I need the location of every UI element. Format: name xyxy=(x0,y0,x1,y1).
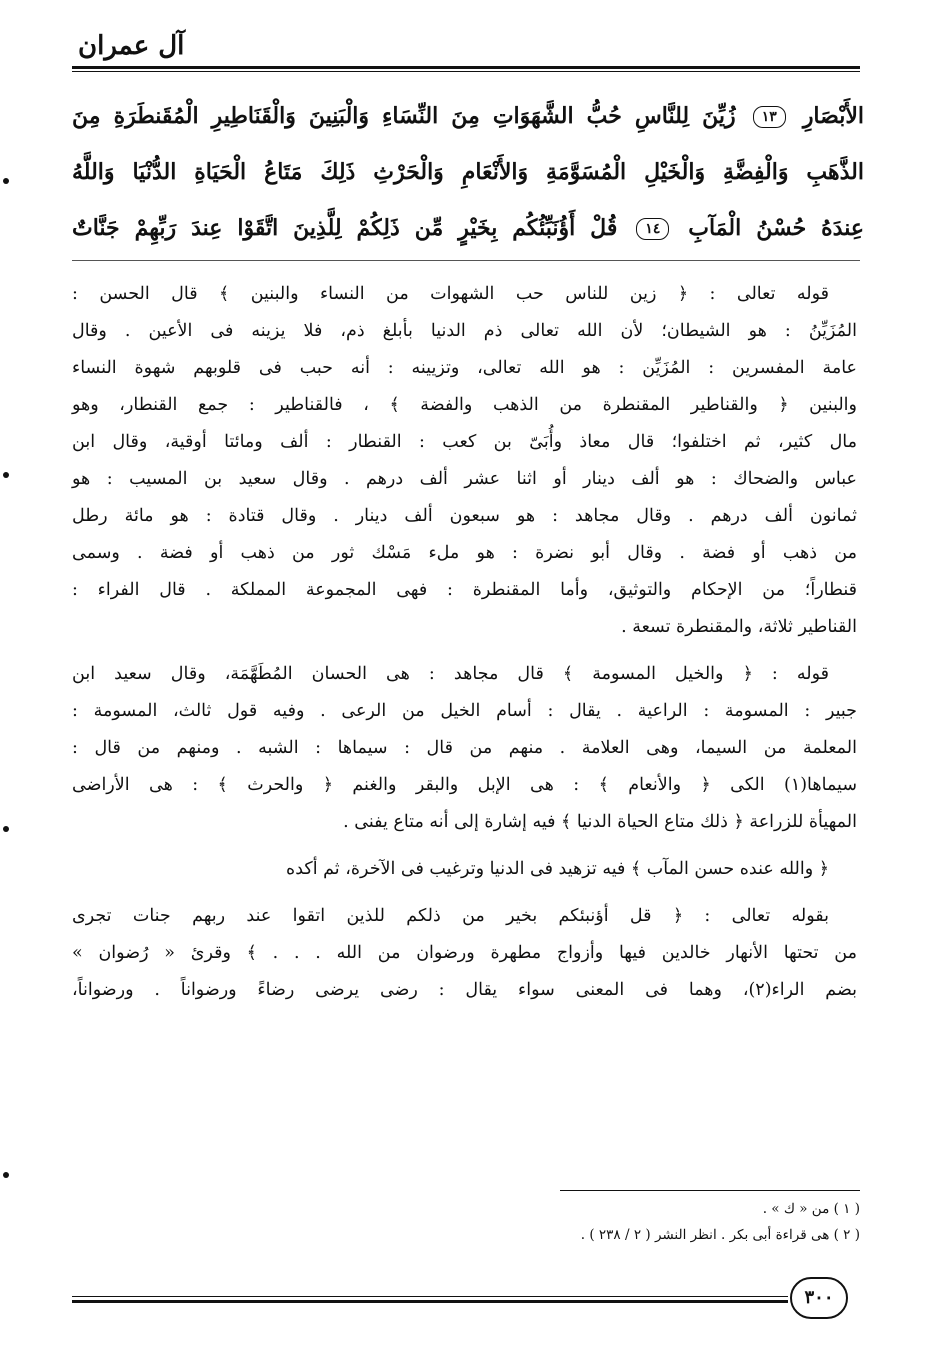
margin-dot xyxy=(3,178,9,184)
header-rule-thick xyxy=(72,66,860,69)
page-number: ٣٠٠ xyxy=(790,1277,848,1319)
text-line: عامة المفسرين : المُزَيِّن : هو الله تعالى، وتزيينه : أنه حبب فى قلوبهم شهوة النساء xyxy=(72,358,857,378)
text-line: القناطير ثلاثة، والمقنطرة تسعة . xyxy=(621,617,857,637)
verse-number-marker: ١٤ xyxy=(636,218,669,240)
text-line: المهيأة للزراعة ﴿ ذلك متاع الحياة الدنيا ﴾ فيه إشارة إلى أنه متاع يفنى . xyxy=(343,812,857,832)
text-line: جبير : المسومة : الراعية . يقال : أسام الخيل من الرعى . وفيه قول ثالث، المسومة : xyxy=(72,701,857,721)
text-line: سيماها(١) الكى ﴿ والأنعام ﴾ : هى الإبل والبقر والغنم ﴿ والحرث ﴾ : هى الأراضى xyxy=(72,775,857,795)
text-line: بقوله تعالى : ﴿ قل أؤنبئكم بخير من ذلكم للذين اتقوا عند ربهم جنات تجرى xyxy=(72,906,829,926)
quran-line xyxy=(72,88,864,144)
text-line: قوله : ﴿ والخيل المسومة ﴾ قال مجاهد : هى الحسان المُطَهَّمَة، وقال سعيد ابن xyxy=(72,664,829,684)
quran-separator-rule xyxy=(72,260,860,261)
text-line: من تحتها الأنهار خالدين فيها وأزواج مطهرة ورضوان من الله . . . ﴾ وقرئ « رُضوان » xyxy=(72,943,857,963)
text-line: ثمانون ألف درهم . وقال مجاهد : هو سبعون ألف دينار . وقال قتادة : هو مائة رطل xyxy=(72,506,857,526)
margin-dot xyxy=(3,472,9,478)
text-line: ﴿ والله عنده حسن المآب ﴾ فيه تزهيد فى الدنيا وترغيب فى الآخرة، ثم أكده xyxy=(286,859,829,879)
verse-number-marker: ١٣ xyxy=(753,106,786,128)
footnote: ( ٢ ) هى قراءة أبى بكر . انظر النشر ( ٢ / ٢٣٨ ) . xyxy=(580,1227,860,1243)
footnotes xyxy=(460,1196,860,1248)
text-line: المعلمة من السيما، وهى العلامة . منهم من قال : سيماها : الشبه . ومنهم من قال : xyxy=(72,738,857,758)
margin-dot xyxy=(3,826,9,832)
text-line: والبنين ﴿ والقناطير المقنطرة من الذهب والفضة ﴾ ، فالقناطير : جمع القنطار، وهو xyxy=(72,395,857,415)
quran-text: عِندَهُ حُسْنُ الْمَآبِ xyxy=(688,215,864,241)
margin-dot xyxy=(3,1172,9,1178)
text-line: عباس والضحاك : هو ألف دينار أو اثنا عشر ألف درهم . وقال سعيد بن المسيب : هو xyxy=(72,469,857,489)
text-line: قوله تعالى : ﴿ زين للناس حب الشهوات من النساء والبنين ﴾ قال الحسن : xyxy=(72,284,829,304)
paragraph xyxy=(72,656,857,841)
footer-rule-thin xyxy=(72,1296,788,1297)
quran-line xyxy=(72,200,864,256)
quran-verses xyxy=(72,88,864,256)
paragraph xyxy=(72,898,857,1009)
footnote-rule xyxy=(560,1190,860,1191)
text-line: من ذهب أو فضة . وقال أبو نضرة : هو ملء مَسْك ثور من ذهب أو فضة . وسمى xyxy=(72,543,857,563)
paragraph xyxy=(72,276,857,646)
footer-rule-thick xyxy=(72,1300,788,1303)
quran-text: زُيِّنَ لِلنَّاسِ حُبُّ الشَّهَوَاتِ مِنَ النِّسَاءِ وَالْبَنِينَ وَالْقَنَاطِيرِ الْمُقَنطَرَةِ مِنَ xyxy=(72,103,736,129)
footnote: ( ١ ) من « ك » . xyxy=(762,1201,860,1217)
paragraph xyxy=(72,851,857,888)
running-header-surah-name: آل عمران xyxy=(78,31,185,61)
text-line: مال كثير، ثم اختلفوا؛ قال معاذ وأُبَىّ بن كعب : القنطار : ألف ومائتا أوقية، وقال ابن xyxy=(72,432,857,452)
commentary-body xyxy=(72,276,857,1009)
text-line: قنطاراً؛ من الإحكام والتوثيق، وأما المقنطرة : فهى المجموعة المملكة . قال الفراء : xyxy=(72,580,857,600)
text-line: بضم الراء(٢)، وهما فى المعنى سواء يقال : رضى يرضى رضاءً ورضواناً . ورضواناً، xyxy=(72,980,857,1000)
text-line: المُزَيِّنُ : هو الشيطان؛ لأن الله تعالى ذم الدنيا بأبلغ ذم، فلا يزينه فى الأعين . وقال xyxy=(72,321,857,341)
quran-text: الأَبْصَارِ xyxy=(802,103,864,129)
header-rule-thin xyxy=(72,71,860,72)
quran-text: قُلْ أَؤُنَبِّئُكُم بِخَيْرٍ مِّن ذَلِكُمْ لِلَّذِينَ اتَّقَوْا عِندَ رَبِّهِمْ جَنَّاتٌ xyxy=(72,215,618,241)
quran-line: الذَّهَبِ وَالْفِضَّةِ وَالْخَيْلِ الْمُسَوَّمَةِ وَالأَنْعَامِ وَالْحَرْثِ ذَلِكَ مَتَاعُ الْحَيَاةِ الدُّنْيَا وَاللَّهُ xyxy=(72,159,864,185)
